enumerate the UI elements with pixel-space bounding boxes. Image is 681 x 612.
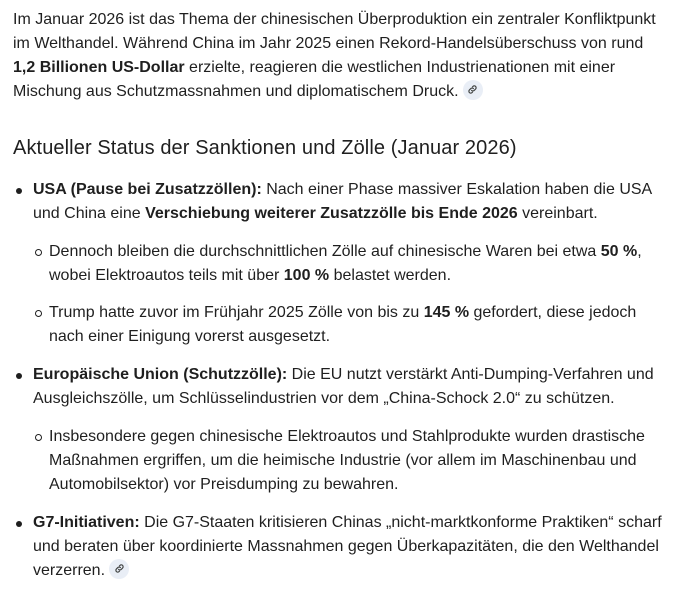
- item-text: Nach einer Phase massiver Eskalation haben die USA und China eine: [33, 181, 652, 222]
- link-icon: [467, 84, 478, 95]
- item-text: Die EU nutzt verstärkt Anti-Dumping-Verfahren und Ausgleichszölle, um Schlüsselindustrien vor dem „China-Schock 2.0“ zu schützen.: [33, 366, 654, 407]
- sub-text: Insbesondere gegen chinesische Elektroautos und Stahlprodukte wurden drastische Maßnahmen ergriffen, um die heimische Industrie (vor allem im Maschinenbau und Automobilsektor) vor Preisdumping zu bewahren.: [49, 428, 645, 493]
- item-text-end: vereinbart.: [517, 205, 598, 222]
- list-item-usa: [13, 178, 667, 349]
- sub-text: Dennoch bleiben die durchschnittlichen Zölle auf chinesische Waren bei etwa: [49, 243, 601, 260]
- sub-text: , wobei Elektroautos teils mit über: [49, 243, 642, 284]
- sub-bold: 145 %: [423, 304, 470, 321]
- item-bold: Verschiebung weiterer Zusatzzölle bis Ende 2026: [145, 205, 518, 222]
- section-heading: Aktueller Status der Sanktionen und Zölle (Januar 2026): [13, 137, 517, 159]
- sub-item: [33, 301, 667, 349]
- sanctions-list: [13, 178, 667, 583]
- sub-list: [33, 425, 667, 497]
- source-link-button[interactable]: [109, 559, 129, 579]
- item-text: Die G7-Staaten kritisieren Chinas „nicht-marktkonforme Praktiken“ scharf und beraten über koordinierte Massnahmen gegen Überkapazitäten, die den Welthandel verzerren.: [33, 514, 662, 579]
- intro-text: Im Januar 2026 ist das Thema der chinesischen Überproduktion ein zentraler Konfliktpunkt im Welthandel. Während China im Jahr 2025 einen Rekord-Handelsüberschuss von rund: [13, 11, 656, 52]
- sub-list: [33, 240, 667, 349]
- sub-text: gefordert, diese jedoch nach einer Einigung vorerst ausgesetzt.: [49, 304, 637, 345]
- sub-text: Trump hatte zuvor im Frühjahr 2025 Zölle von bis zu: [49, 304, 424, 321]
- sub-bold: 50 %: [600, 243, 638, 260]
- list-item-eu: [13, 363, 667, 497]
- item-lead: USA (Pause bei Zusatzzöllen):: [33, 181, 262, 198]
- sub-bold: 100 %: [283, 267, 330, 284]
- intro-paragraph: [13, 8, 667, 104]
- sub-item: [33, 240, 667, 288]
- intro-bold-amount: 1,2 Billionen US-Dollar: [13, 59, 185, 76]
- intro-text-end: erzielte, reagieren die westlichen Industrienationen mit einer Mischung aus Schutzmassnahmen und diplomatischem Druck.: [13, 59, 616, 100]
- item-lead: Europäische Union (Schutzzölle):: [33, 366, 288, 383]
- sub-text: belastet werden.: [329, 267, 452, 284]
- item-lead: G7-Initiativen:: [33, 514, 140, 531]
- source-link-button[interactable]: [463, 80, 483, 100]
- list-item-g7: [13, 511, 667, 583]
- sub-item: [33, 425, 667, 497]
- link-icon: [114, 563, 125, 574]
